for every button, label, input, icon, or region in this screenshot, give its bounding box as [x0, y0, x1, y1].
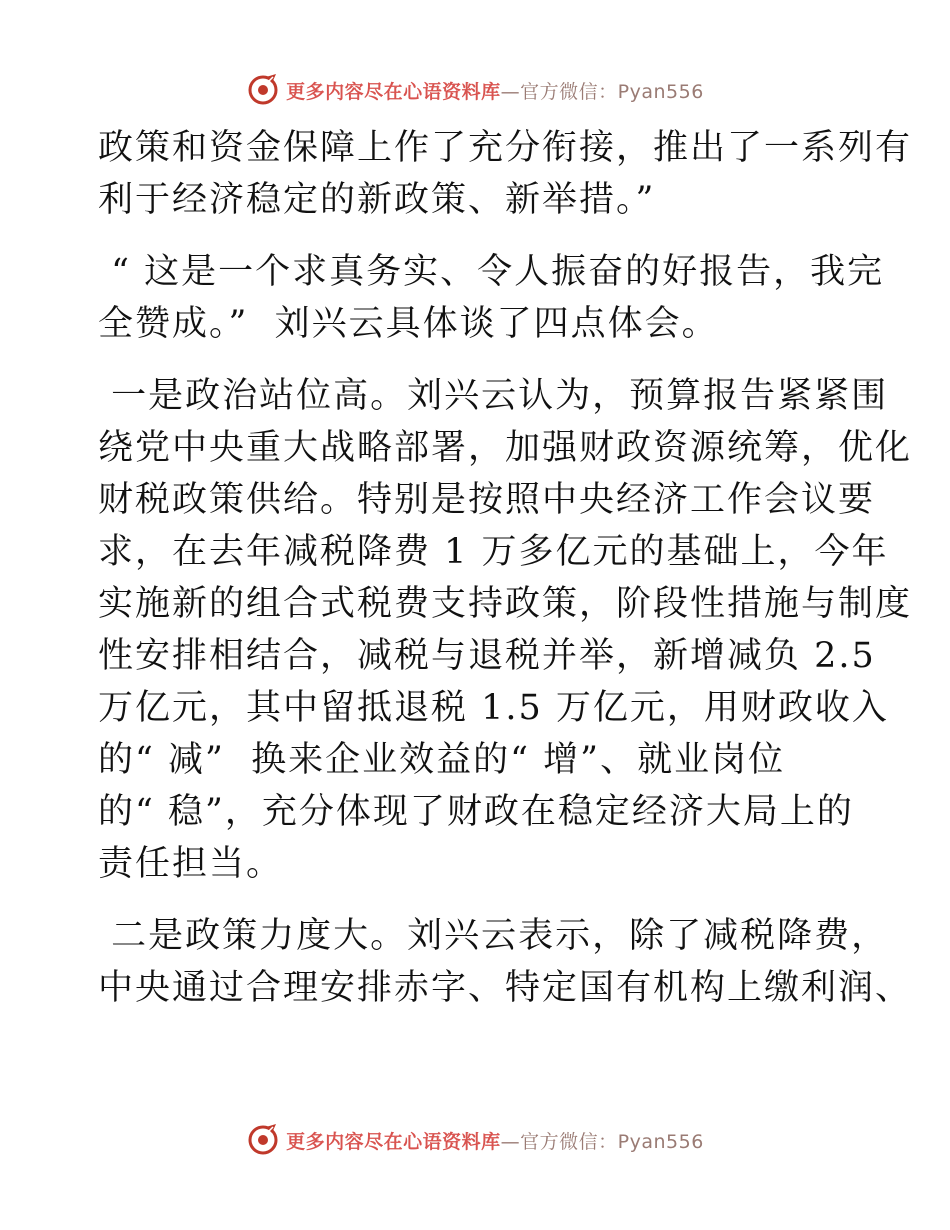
text-line: 二是政策力度大。刘兴云表示，除了减税降费， — [98, 916, 889, 956]
text-line: 全赞成。” 刘兴云具体谈了四点体会。 — [98, 304, 719, 344]
footer-banner-wechat: 官方微信：Pyan556 — [520, 1130, 704, 1153]
text-line: 求，在去年减税降费 1 万多亿元的基础上，今年 — [98, 532, 889, 572]
footer-banner — [0, 1120, 950, 1160]
footer-banner-dash: — — [500, 1130, 521, 1153]
paragraph — [98, 122, 913, 226]
text-line: 利于经济稳定的新政策、新举措。” — [98, 180, 656, 220]
footer-banner-text — [286, 1127, 704, 1154]
paragraph — [98, 910, 913, 1014]
text-line: 绕党中央重大战略部署，加强财政资源统筹，优化 — [98, 428, 913, 468]
text-line: 性安排相结合，减税与退税并举，新增减负 2.5 — [98, 636, 876, 676]
text-line: 政策和资金保障上作了充分衔接，推出了一系列有 — [98, 128, 913, 168]
pen-circle-logo-icon — [246, 73, 280, 107]
pen-circle-logo-icon — [246, 1123, 280, 1157]
text-line: “ 这是一个求真务实、令人振奋的好报告，我完 — [98, 252, 885, 292]
text-line: 财税政策供给。特别是按照中央经济工作会议要 — [98, 480, 876, 520]
banner-dash: — — [500, 80, 521, 103]
banner-title: 更多内容尽在心语资料库 — [286, 80, 501, 103]
text-line: 中央通过合理安排赤字、特定国有机构上缴利润、 — [98, 968, 913, 1008]
text-line: 责任担当。 — [98, 844, 284, 884]
text-line: 万亿元，其中留抵退税 1.5 万亿元，用财政收入 — [98, 688, 889, 728]
text-line: 一是政治站位高。刘兴云认为，预算报告紧紧围 — [98, 376, 889, 416]
text-line: 实施新的组合式税费支持政策，阶段性措施与制度 — [98, 584, 913, 624]
text-line: 的“ 稳”，充分体现了财政在稳定经济大局上的 — [98, 792, 854, 832]
header-banner — [0, 70, 950, 110]
document-body — [98, 122, 913, 1014]
footer-banner-title: 更多内容尽在心语资料库 — [286, 1130, 501, 1153]
paragraph — [98, 370, 913, 890]
banner-text — [286, 77, 704, 104]
banner-wechat: 官方微信：Pyan556 — [520, 80, 704, 103]
text-line: 的“ 减” 换来企业效益的“ 增”、就业岗位 — [98, 740, 786, 780]
paragraph — [98, 246, 885, 350]
